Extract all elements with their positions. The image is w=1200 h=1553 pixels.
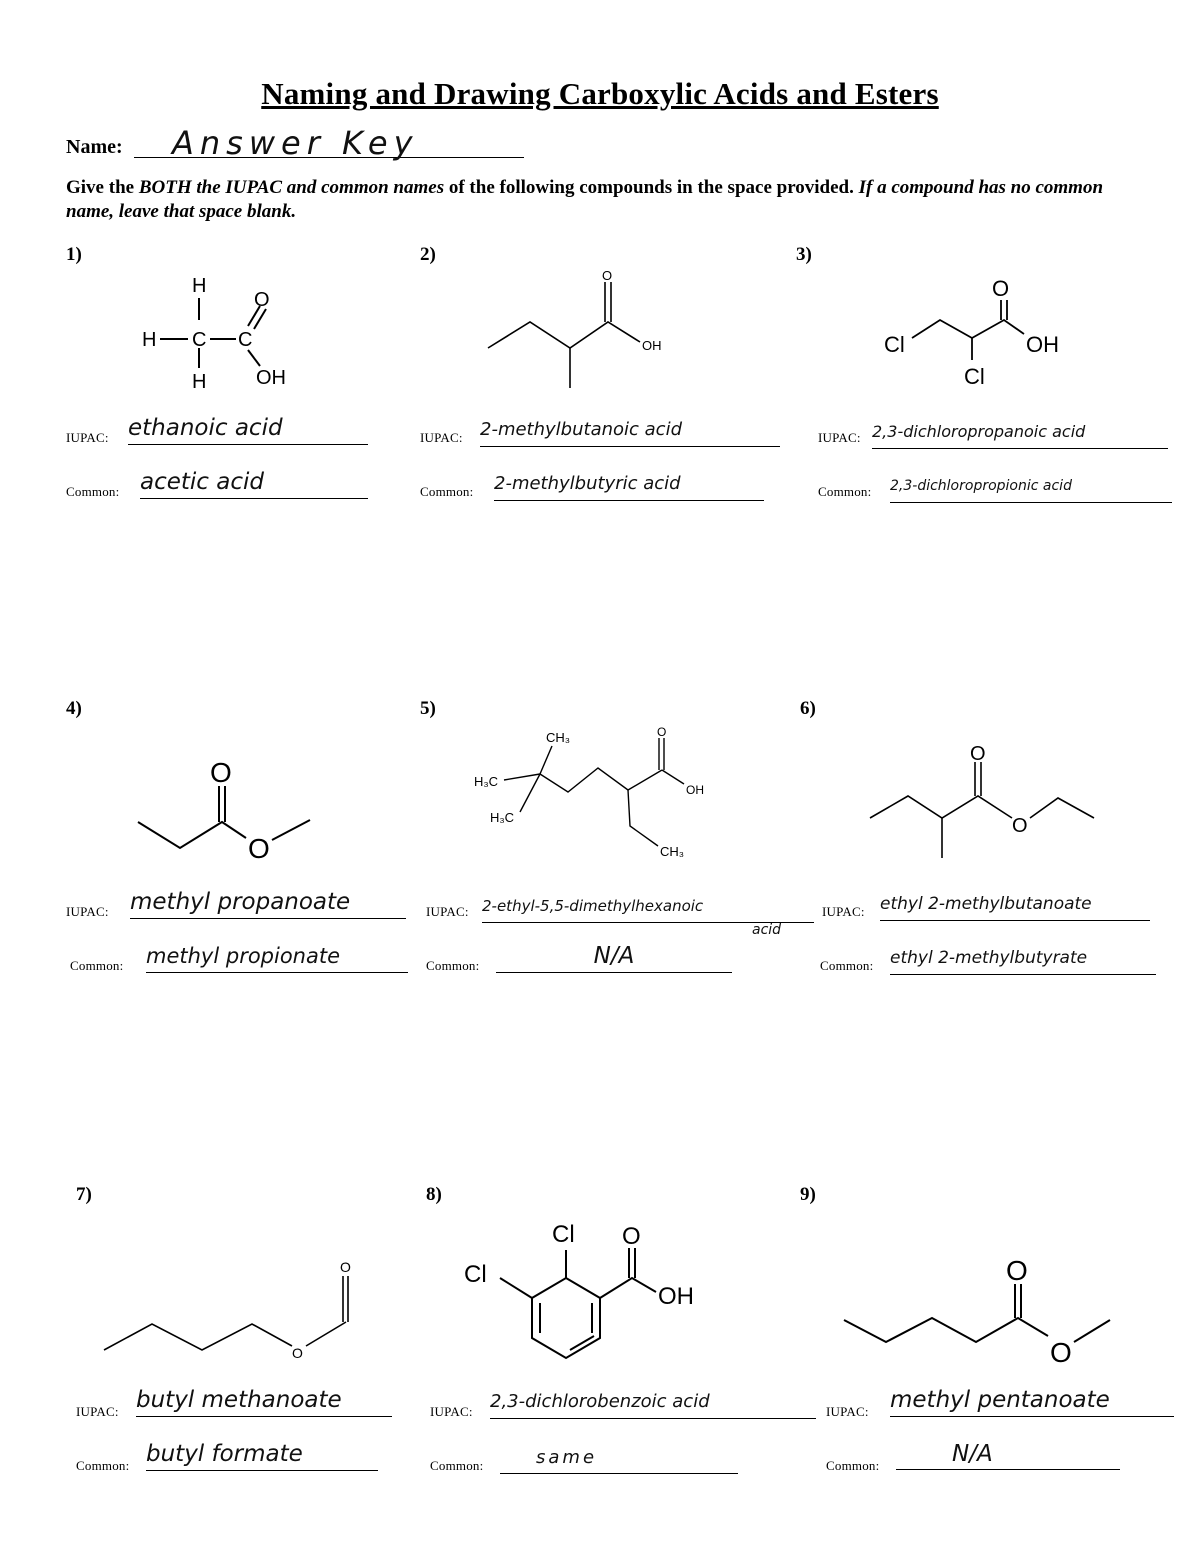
structure-4 [130, 756, 320, 866]
iupac-label: IUPAC: [426, 904, 469, 919]
common-answer[interactable]: methyl propionate [146, 942, 408, 973]
iupac-answer[interactable]: 2-methylbutanoic acid [480, 416, 780, 447]
atom-label: H₃C [490, 810, 515, 825]
atom-label: OH [256, 367, 286, 389]
common-label: Common: [76, 1458, 130, 1473]
iupac-label: IUPAC: [66, 904, 109, 919]
common-answer[interactable]: same [500, 1444, 738, 1474]
problem-number: 3) [796, 244, 812, 265]
atom-label: O [340, 1259, 351, 1275]
atom-label: CH₃ [660, 844, 685, 859]
atom-label: O [970, 743, 986, 765]
common-label: Common: [420, 484, 474, 499]
name-label: Name: [66, 136, 123, 158]
atom-label: H [142, 329, 157, 351]
common-answer[interactable]: 2,3-dichloropropionic acid [890, 472, 1172, 503]
structure-6 [866, 742, 1106, 864]
iupac-label: IUPAC: [822, 904, 865, 919]
atom-label: O [1012, 815, 1028, 837]
iupac-label: IUPAC: [826, 1404, 869, 1419]
atom-label: O [992, 276, 1010, 301]
atom-label: O [657, 725, 667, 739]
structure-3 [880, 272, 1080, 392]
iupac-answer[interactable]: 2,3-dichloropropanoic acid [872, 418, 1168, 449]
structure-9 [840, 1254, 1120, 1366]
common-label: Common: [826, 1458, 880, 1473]
atom-label: CH₃ [546, 730, 571, 745]
iupac-answer[interactable]: methyl propanoate [130, 888, 406, 919]
structure-5 [470, 722, 730, 867]
problem-number: 5) [420, 698, 436, 719]
problem-number: 9) [800, 1184, 816, 1205]
common-answer[interactable]: butyl formate [146, 1440, 378, 1471]
iupac-label: IUPAC: [430, 1404, 473, 1419]
atom-label: O [210, 757, 232, 788]
common-label: Common: [818, 484, 872, 499]
common-label: Common: [430, 1458, 484, 1473]
atom-label: Cl [552, 1221, 575, 1248]
page-title: Naming and Drawing Carboxylic Acids and Esters [261, 76, 939, 111]
atom-label: H [192, 275, 207, 297]
atom-label: Cl [964, 364, 985, 389]
atom-label: O [602, 268, 613, 283]
iupac-answer[interactable]: ethyl 2-methylbutanoate [880, 890, 1150, 921]
problem-number: 8) [426, 1184, 442, 1205]
problem-number: 2) [420, 244, 436, 265]
structure-7 [100, 1254, 360, 1364]
iupac-label: IUPAC: [818, 430, 861, 445]
atom-label: O [1050, 1337, 1072, 1366]
atom-label: C [192, 329, 207, 351]
structure-8 [460, 1214, 720, 1374]
common-label: Common: [820, 958, 874, 973]
atom-label: Cl [464, 1261, 487, 1288]
atom-label: O [1006, 1255, 1028, 1286]
iupac-answer[interactable]: 2,3-dichlorobenzoic acid [490, 1388, 816, 1419]
atom-label: OH [686, 783, 704, 797]
iupac-label: IUPAC: [76, 1404, 119, 1419]
iupac-answer[interactable]: methyl pentanoate [890, 1386, 1174, 1417]
atom-label: OH [642, 338, 662, 353]
problem-number: 1) [66, 244, 82, 265]
iupac-label: IUPAC: [420, 430, 463, 445]
problem-number: 7) [76, 1184, 92, 1205]
atom-label: O [292, 1345, 303, 1361]
common-answer[interactable]: ethyl 2-methylbutyrate [890, 944, 1156, 975]
iupac-answer[interactable]: 2-ethyl-5,5-dimethylhexanoic [482, 892, 814, 923]
name-value: Answer Key [172, 124, 419, 162]
iupac-answer-continued: acid [752, 922, 782, 938]
iupac-answer[interactable]: butyl methanoate [136, 1386, 392, 1417]
atom-label: OH [658, 1283, 694, 1310]
atom-label: O [622, 1223, 641, 1250]
iupac-label: IUPAC: [66, 430, 109, 445]
structure-1 [130, 270, 310, 395]
common-label: Common: [426, 958, 480, 973]
problem-number: 6) [800, 698, 816, 719]
atom-label: O [254, 289, 270, 311]
atom-label: Cl [884, 332, 905, 357]
common-answer[interactable]: N/A [896, 1440, 1120, 1470]
instructions: Give the BOTH the IUPAC and common names of the following compounds in the space provided. If a compound has no common name, leave that space blank. [66, 177, 1104, 222]
iupac-answer[interactable]: ethanoic acid [128, 414, 368, 445]
atom-label: O [248, 833, 270, 864]
atom-label: H [192, 371, 207, 393]
atom-label: C [238, 329, 253, 351]
structure-2 [480, 266, 680, 391]
common-answer[interactable]: N/A [496, 942, 732, 973]
atom-label: H₃C [474, 774, 499, 789]
common-label: Common: [66, 484, 120, 499]
problem-number: 4) [66, 698, 82, 719]
common-answer[interactable]: acetic acid [140, 468, 368, 499]
atom-label: OH [1026, 332, 1059, 357]
common-answer[interactable]: 2-methylbutyric acid [494, 470, 764, 501]
common-label: Common: [70, 958, 124, 973]
